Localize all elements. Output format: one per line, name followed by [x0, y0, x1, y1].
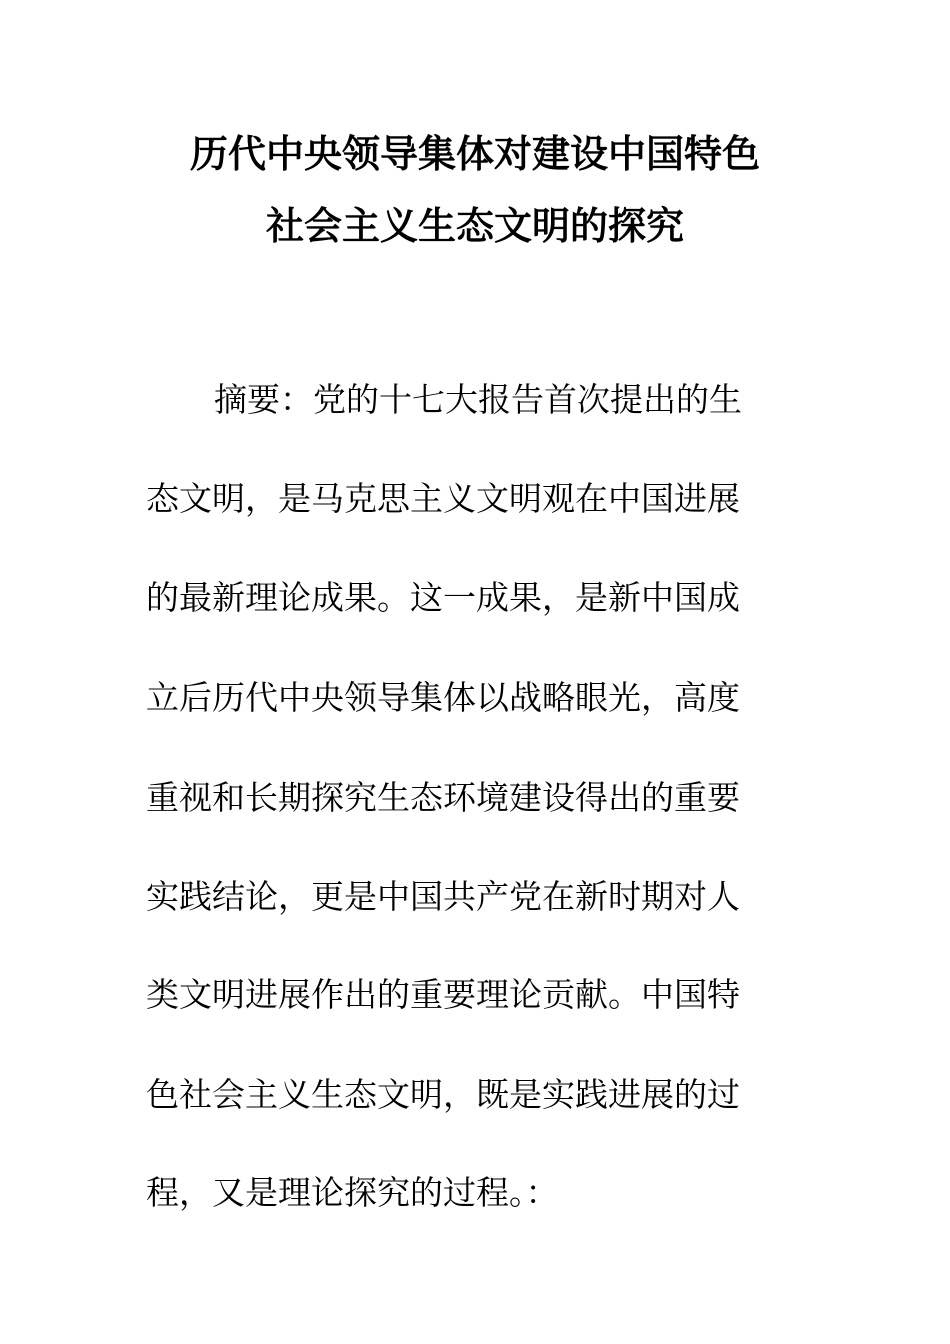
abstract-line-8: 色社会主义生态文明，既是实践进展的过 — [146, 1075, 740, 1114]
abstract-line-7: 类文明进展作出的重要理论贡献。中国特 — [146, 975, 740, 1014]
document-title-line-2: 社会主义生态文明的探究 — [265, 203, 684, 248]
abstract-line-5: 重视和长期探究生态环境建设得出的重要 — [146, 778, 740, 817]
abstract-line-6: 实践结论，更是中国共产党在新时期对人 — [146, 877, 740, 916]
document-title-line-1: 历代中央领导集体对建设中国特色 — [189, 131, 760, 176]
abstract-line-9: 程，又是理论探究的过程。： — [146, 1173, 559, 1212]
abstract-line-3: 的最新理论成果。这一成果，是新中国成 — [146, 578, 740, 617]
abstract-line-1: 摘要：党的十七大报告首次提出的生 — [214, 380, 742, 419]
abstract-line-2: 态文明，是马克思主义文明观在中国进展 — [146, 479, 740, 518]
abstract-line-4: 立后历代中央领导集体以战略眼光，高度 — [146, 678, 740, 717]
